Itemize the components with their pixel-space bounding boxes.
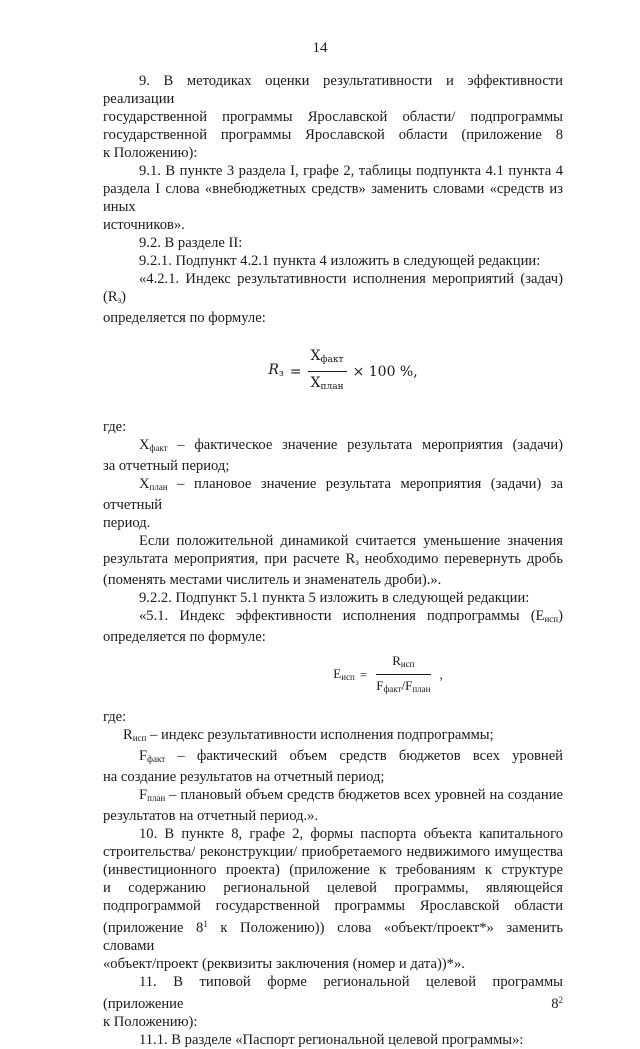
where-label-2: где: — [103, 709, 127, 725]
page-number: 14 — [312, 40, 328, 56]
formula2-equals: = — [359, 667, 368, 682]
def-f-plan-line-1: $F_{план}$ – плановый объем средств бюджетов всех уровней на создание — [139, 787, 563, 803]
formula-efficiency-index — [213, 652, 563, 698]
formula2-numerator: $R_{исп}$ — [376, 652, 430, 675]
def-x-fact-line-1: $X_{факт}$ – фактическое значение результата мероприятия (задачи) — [139, 437, 563, 453]
formula-multiplier: × 100 %, — [352, 363, 418, 380]
def-x-plan-line-1: $X_{план}$ – плановое значение результата мероприятия (задачи) за отчетный — [103, 476, 563, 513]
item-9-2-1-intro: 9.2.1. Подпункт 4.2.1 пункта 4 изложить в следующей редакции: — [139, 253, 541, 269]
def-f-fact-line-1: $F_{факт}$ – фактический объем средств бюджетов всех уровней — [139, 748, 563, 764]
item-10-line-6: (приложение $8^1$ к Положению)) слова «объект/проект*» заменить словами — [103, 919, 563, 954]
where-label-1: где: — [103, 419, 127, 435]
formula-numerator: $X_{факт}$ — [308, 347, 347, 372]
item-10-line-2: строительства/ реконструкции/ приобретаемого недвижимого имущества — [103, 844, 563, 860]
item-9-line-2: государственной программы Ярославской области/ подпрограммы — [103, 109, 563, 125]
item-9-1-line-2: раздела I слова «внебюджетных средств» заменить словами «средств из иных — [103, 181, 563, 215]
item-10-line-1: 10. В пункте 8, графе 2, формы паспорта объекта капитального — [139, 826, 563, 842]
formula2-lhs: $E_{исп}$ — [333, 665, 355, 682]
item-10-line-7: «объект/проект (реквизиты заключения (номер и дата))*». — [103, 956, 465, 972]
formula-equals: = — [289, 363, 302, 380]
note-line-3: (поменять местами числитель и знаменатель дроби).». — [103, 572, 442, 588]
def-x-plan-line-2: период. — [103, 515, 151, 531]
item-9-1-line-1: 9.1. В пункте 3 раздела I, графе 2, таблицы подпункта 4.1 пункта 4 — [139, 163, 563, 179]
document-body — [103, 72, 563, 1049]
item-11-1: 11.1. В разделе «Паспорт региональной целевой программы»: — [139, 1032, 524, 1048]
item-9-2-2-line-2: определяется по формуле: — [103, 629, 266, 645]
formula-lhs: $R_з$ — [268, 361, 284, 379]
item-9-line-3: государственной программы Ярославской области (приложение 8 — [103, 127, 563, 143]
item-9-line-1: 9. В методиках оценки результативности и эффективности реализации — [103, 73, 563, 107]
formula2-tail: , — [439, 667, 443, 682]
item-9-2-1-line-2: определяется по формуле: — [103, 310, 266, 326]
item-10-line-3: (инвестиционного проекта) (приложение к требованиям к структуре — [103, 862, 563, 878]
formula-results-index — [123, 347, 563, 396]
item-11-line-2: к Положению): — [103, 1014, 198, 1030]
item-9-2-2-intro: 9.2.2. Подпункт 5.1 пункта 5 изложить в следующей редакции: — [139, 590, 530, 606]
formula-denominator: $X_{план}$ — [310, 375, 344, 392]
def-r-isp: $R_{исп}$ – индекс результативности исполнения подпрограммы; — [123, 727, 494, 743]
item-9-2: 9.2. В разделе II: — [139, 235, 243, 251]
formula-fraction — [308, 347, 347, 396]
item-9-2-1-line-1: «4.2.1. Индекс результативности исполнения мероприятий (задач) $(R_з)$ — [103, 271, 563, 305]
item-9-1-line-3: источников». — [103, 217, 185, 233]
item-9-2-2-line-1: «5.1. Индекс эффективности исполнения подпрограммы $(E_{исп})$ — [139, 608, 563, 624]
note-line-2: результата мероприятия, при расчете $R_з$ необходимо перевернуть дробь — [103, 551, 564, 567]
def-f-fact-line-2: на создание результатов на отчетный период; — [103, 769, 385, 785]
def-f-plan-line-2: результатов на отчетный период.». — [103, 808, 319, 824]
item-10-line-4: и содержанию региональной целевой программы, являющейся — [103, 880, 563, 896]
item-10-line-5: подпрограммой государственной программы Ярославской области — [103, 898, 563, 914]
formula2-denominator: $F_{факт}/F_{план}$ — [376, 678, 431, 694]
def-x-fact-line-2: за отчетный период; — [103, 458, 230, 474]
formula2-fraction — [373, 652, 433, 698]
item-9-line-4: к Положению): — [103, 145, 198, 161]
item-11-line-1: 11. В типовой форме региональной целевой программы (приложение $8^2$ — [103, 974, 563, 1012]
note-line-1: Если положительной динамикой считается уменьшение значения — [139, 533, 563, 549]
